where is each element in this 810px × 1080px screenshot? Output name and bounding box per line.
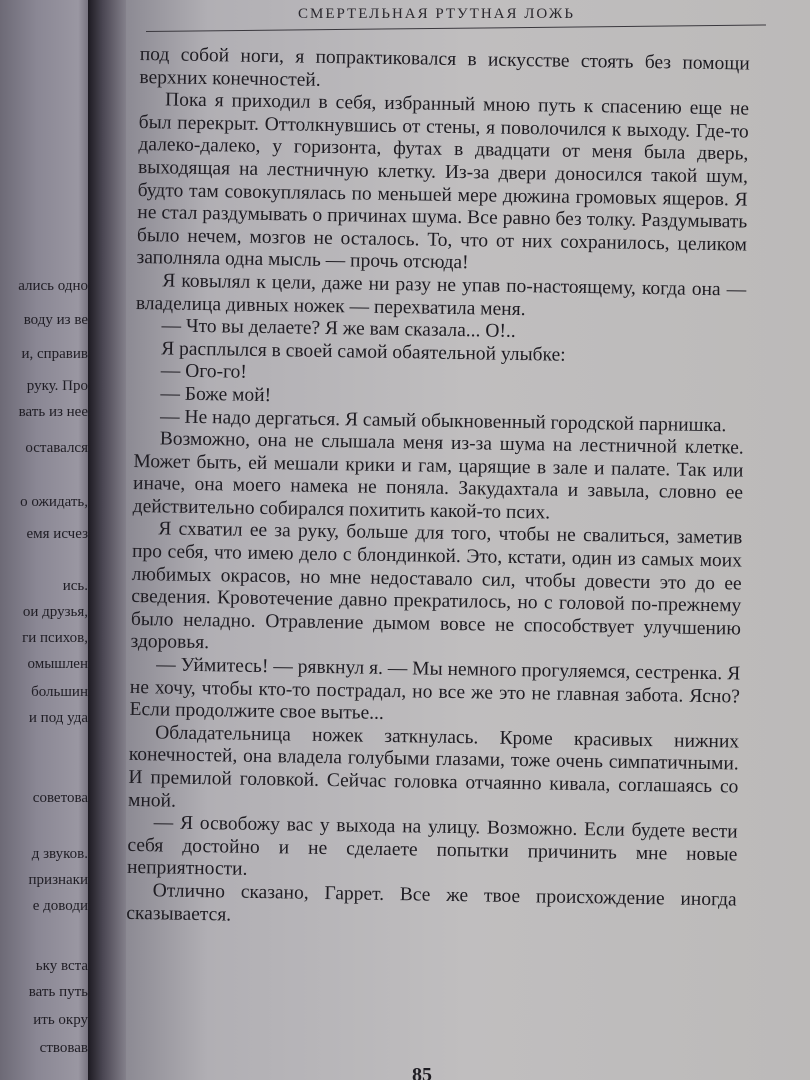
body-text (126, 44, 750, 935)
left-page-fragment: большин (31, 684, 88, 700)
paragraph: под собой ноги, я попрактиковался в искусстве стоять без помощи верхних конечностей. (139, 44, 750, 91)
left-page-fragment: ались одно (18, 278, 88, 294)
left-page-fragment: руку. Про (26, 378, 88, 394)
paragraph: Отлично сказано, Гаррет. Все же твое происхождение иногда сказывается. (126, 880, 737, 926)
page-number: 85 (412, 1064, 432, 1080)
left-page-fragment: признаки (28, 872, 88, 888)
paragraph: Обладательница ножек заткнулась. Кроме красивых нижних конечностей, она владела голубыми глазами, тоже очень симпатичными. И премилой головкой. Сейчас головка отчаянно кивала, соглашаясь со мной. (127, 722, 740, 812)
paragraph: — Боже мой! (160, 383, 272, 407)
paragraph: — Я освобожу вас у выхода на улицу. Возможно. Если будете вести себя достойно и не сделаете попытки причинить мне новые неприятности. (126, 812, 738, 881)
left-page-fragment: емя исчез (26, 526, 88, 542)
running-head: СМЕРТЕЛЬНАЯ РТУТНАЯ ЛОЖЬ (298, 6, 575, 22)
left-page-fragment: д звуков. (31, 846, 88, 862)
left-page-fragment: вать путь (28, 984, 88, 1000)
paragraph: Я схватил ее за руку, больше для того, чтобы не свалиться, заметив про себя, что имею дело с блондинкой. Это, кстати, один из самых моих любимых окрасов, но мне недоставало сил, чтобы довести это до ее сведения. Кровотечение давно прекратилось, но с головой по-прежнему было неладно. Отравление дымом вовсе не способствует улучшению здоровья. (130, 518, 743, 654)
left-page-fragment: ьку вста (35, 958, 88, 974)
facing-page-left (0, 0, 92, 1080)
book-gutter-shadow (88, 0, 130, 1080)
left-page-fragment: вать из нее (18, 404, 88, 420)
left-page-fragment: воду из ве (23, 312, 88, 328)
left-page-fragment: ить окру (33, 1012, 88, 1028)
left-page-fragment: ои друзья, (22, 604, 88, 620)
book-page-right (126, 0, 810, 1080)
paragraph: Я ковылял к цели, даже ни разу не упав по-настоящему, когда она — владелица дивных ножек — перехватила меня. (135, 270, 747, 320)
paragraph: — Уймитесь! — рявкнул я. — Мы немного прогуляемся, сестренка. Я не хочу, чтобы кто-то пострадал, но все же это не главная забота. Ясно? Если продолжите свое вытье... (129, 654, 741, 725)
left-page-fragment: омышлен (27, 656, 88, 672)
page-header (126, 0, 810, 40)
left-page-fragment: оставался (25, 440, 88, 456)
paragraph: — Не надо дергаться. Я самый обыкновенный городской парнишка. (159, 405, 727, 436)
left-page-fragment: советова (32, 790, 88, 806)
left-page-fragment: ги психов, (22, 630, 88, 646)
left-page-fragment: ись. (62, 578, 88, 594)
left-page-fragment: и под уда (28, 710, 88, 726)
left-page-fragment: ствовав (39, 1040, 88, 1056)
paragraph: Я расплылся в своей самой обаятельной улыбке: (161, 338, 566, 366)
left-page-fragment: о ожидать, (20, 494, 88, 510)
left-page-fragment: е доводи (32, 898, 88, 914)
paragraph: Возможно, она не слышала меня из-за шума на лестничной клетке. Может быть, ей мешали крики и гам, царящие в зале и палате. Так или иначе, она моего намека не поняла. Закудахтала и завыла, словно ее действительно собирался похитить какой-то псих. (132, 428, 744, 524)
paragraph: — Что вы делаете? Я же вам сказала... О!.. (161, 315, 516, 343)
header-rule (146, 25, 766, 32)
paragraph: Пока я приходил в себя, избранный мною путь к спасению еще не был перекрыт. Оттолкнувшись от стены, я поволочился к выходу. Где-то далеко-далеко, у горизонта, футах в двадцати от меня была дверь, выходящая на лестничную клетку. Из-за двери доносился такой шум, будто там совокуплялась по меньшей мере дюжина громовых ящеров. Я не стал раздумывать о причинах шума. Все равно без толку. Раздумывать было нечем, мозгов не осталось. То, что от них сохранилось, целиком заполняла одна мысль — прочь отсюда! (136, 89, 750, 274)
paragraph: — Ого-го! (160, 360, 248, 384)
left-page-fragment: и, справив (21, 346, 88, 362)
